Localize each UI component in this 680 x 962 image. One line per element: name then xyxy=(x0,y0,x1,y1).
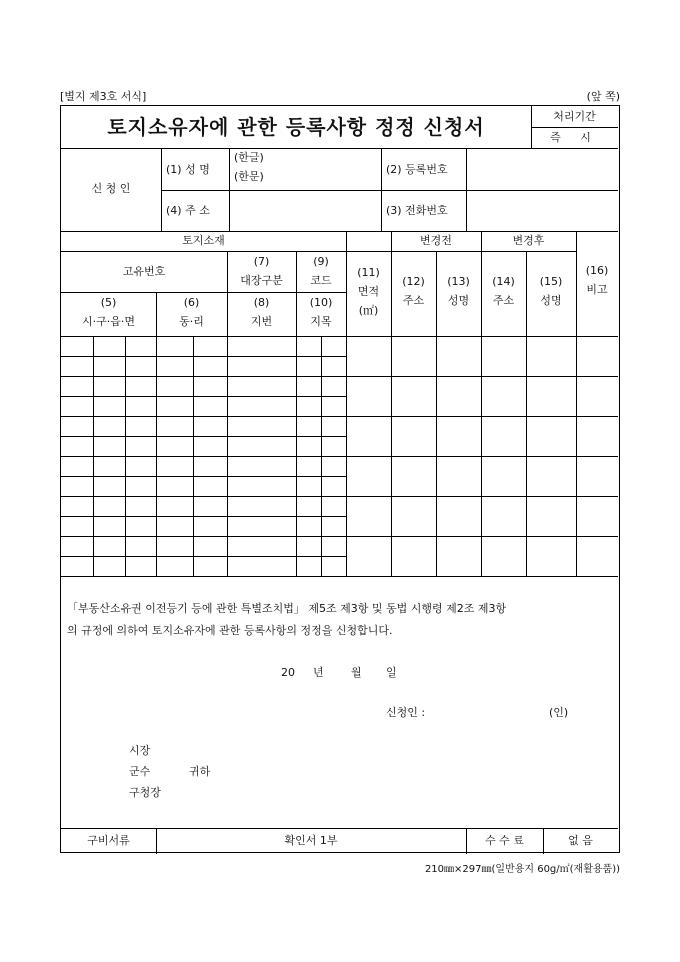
header-area: 면적 xyxy=(357,285,380,298)
name-hanja-label: (한문) xyxy=(234,170,264,183)
addressee-county: 군수 xyxy=(129,765,151,778)
header-c8-number: (8) xyxy=(253,296,270,309)
processing-period-value: 즉 시 xyxy=(550,131,599,144)
header-c6-number: (6) xyxy=(183,296,200,309)
date-year-prefix: 20 xyxy=(281,666,295,679)
header-unique-number: 고유번호 xyxy=(122,265,166,278)
date-year-label: 년 xyxy=(313,666,324,679)
header-before-name: 성명 xyxy=(447,294,470,307)
form-title: 토지소유자에 관한 등록사항 정정 신청서 xyxy=(107,115,485,139)
header-area-unit: (㎡) xyxy=(358,304,379,317)
header-c16-number: (16) xyxy=(585,264,609,277)
header-after-name: 성명 xyxy=(540,294,562,307)
applicant-label: 신 청 인 xyxy=(91,182,131,195)
date-day-label: 일 xyxy=(386,666,397,679)
registration-number-label: (2) 등록번호 xyxy=(386,163,448,176)
required-documents-value: 확인서 1부 xyxy=(284,834,338,847)
statement-line-1: 「부동산소유권 이전등기 등에 관한 특별조치법」 제5조 제3항 및 동법 시행령 제2조 제3항 xyxy=(67,602,507,615)
header-c5-number: (5) xyxy=(100,296,117,309)
header-c13-number: (13) xyxy=(447,275,470,288)
name-label: (1) 성 명 xyxy=(166,163,210,176)
processing-period-label: 처리기간 xyxy=(553,110,596,123)
name-hangul-label: (한글) xyxy=(234,151,264,164)
addressee-district-head: 구청장 xyxy=(129,786,161,799)
fee-label: 수 수 료 xyxy=(485,834,524,847)
phone-label: (3) 전화번호 xyxy=(386,204,448,217)
page-side-label: (앞 쪽) xyxy=(586,90,620,103)
date-month-label: 월 xyxy=(351,666,362,679)
applicant-sign-label: 신청인 : xyxy=(386,706,426,719)
header-land-category: 지목 xyxy=(310,315,332,328)
header-after-change: 변경후 xyxy=(512,234,545,247)
header-lot-number: 지번 xyxy=(250,315,273,328)
header-after-address: 주소 xyxy=(492,294,515,307)
statement-line-2: 의 규정에 의하여 토지소유자에 관한 등록사항의 정정을 신청합니다. xyxy=(67,624,393,637)
form-number: [별지 제3호 서식] xyxy=(60,90,147,103)
header-land-location: 토지소재 xyxy=(182,234,225,247)
header-remarks: 비고 xyxy=(586,283,608,296)
fee-value: 없 음 xyxy=(568,834,593,847)
header-c11-number: (11) xyxy=(357,266,380,279)
paper-spec: 210㎜×297㎜(일반용지 60g/㎡(재활용품)) xyxy=(424,864,620,875)
application-form xyxy=(60,105,620,853)
required-documents-label: 구비서류 xyxy=(87,834,130,847)
addressee-honorific: 귀하 xyxy=(189,765,211,778)
header-before-address: 주소 xyxy=(402,294,425,307)
header-dong-ri: 동·리 xyxy=(179,315,204,328)
header-c10-number: (10) xyxy=(309,296,333,309)
header-c12-number: (12) xyxy=(402,275,425,288)
header-before-change: 변경전 xyxy=(420,234,452,247)
seal-mark: (인) xyxy=(549,706,569,719)
header-c15-number: (15) xyxy=(539,275,563,288)
header-c9-number: (9) xyxy=(313,255,329,268)
address-label: (4) 주 소 xyxy=(166,204,210,217)
header-c14-number: (14) xyxy=(492,275,515,288)
addressee-mayor: 시장 xyxy=(129,744,151,757)
header-c7-number: (7) xyxy=(253,255,270,268)
header-ledger-type: 대장구분 xyxy=(240,274,283,287)
header-code: 코드 xyxy=(310,274,332,287)
header-city-district: 시·구·읍·면 xyxy=(82,315,135,328)
